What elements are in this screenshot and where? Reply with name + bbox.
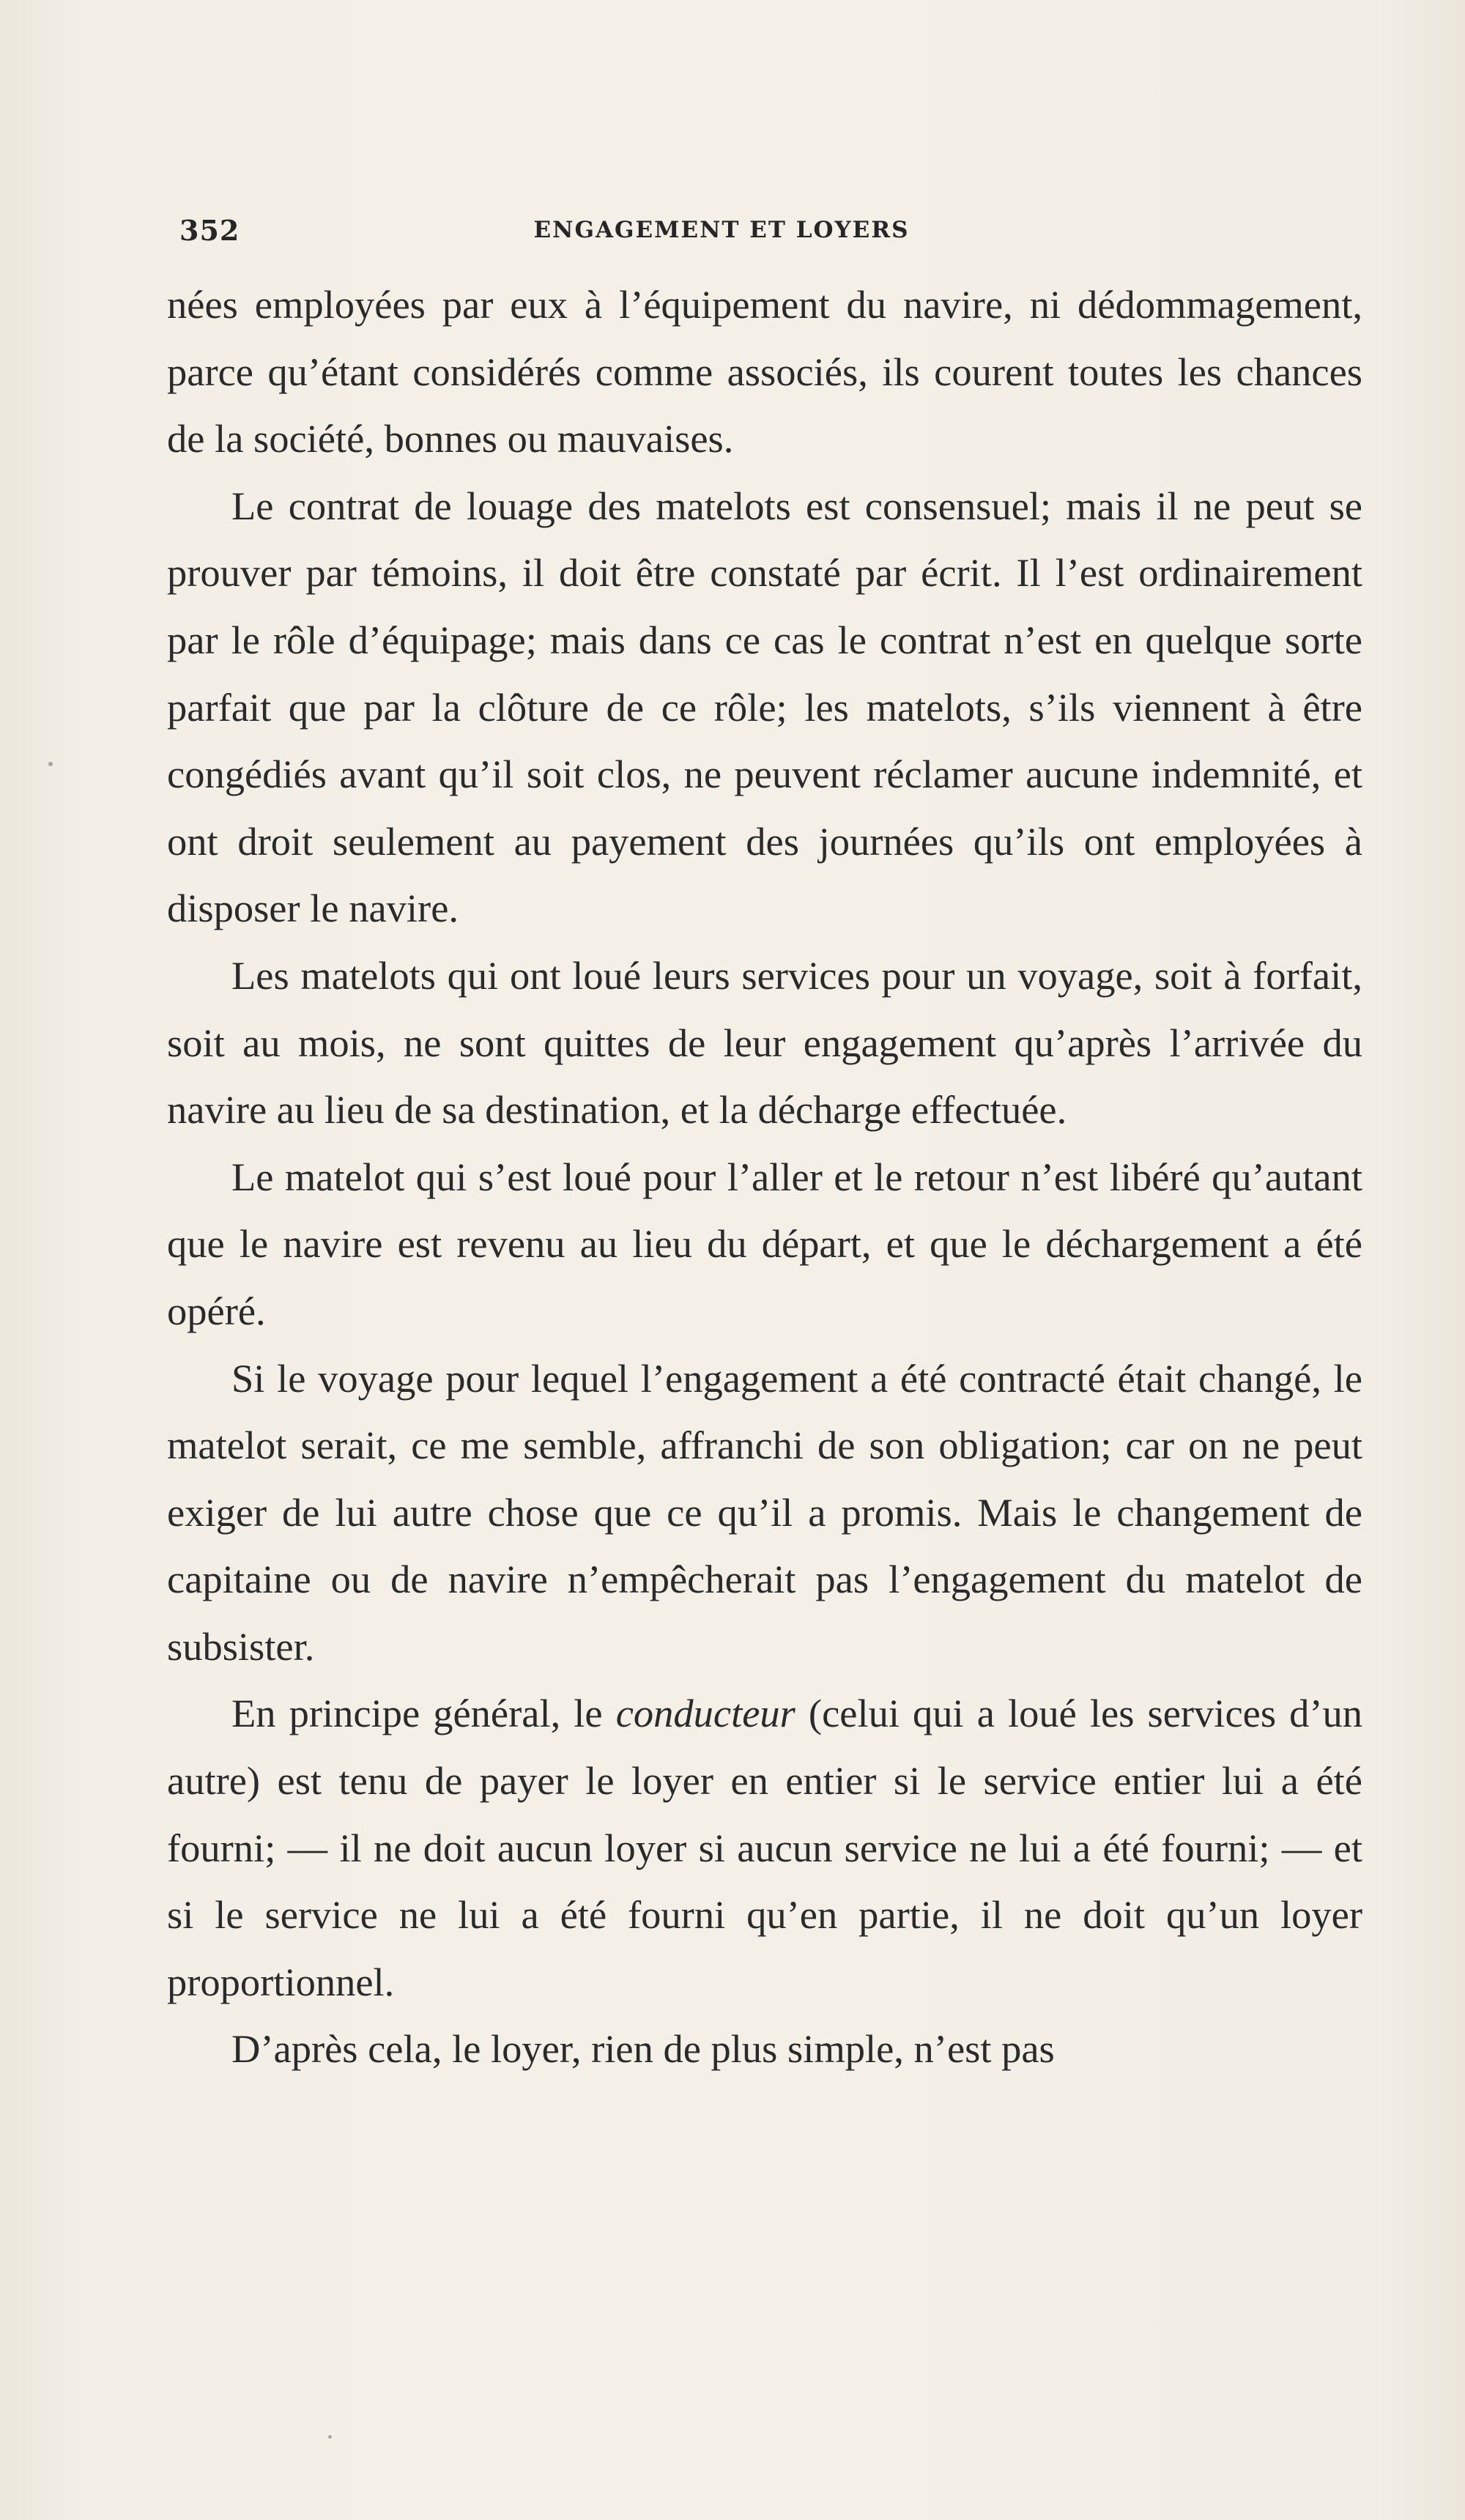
- page-header: [179, 214, 1373, 258]
- paragraph-contrat-louage: Le contrat de louage des matelots est consensuel; mais il ne peut se prouver par témoins, il doit être constaté par écrit. Il l’est ordinairement par le rôle d’équipage; mais dans ce cas le contrat n’est en quelque sorte parfait que par la clôture de ce rôle; les matelots, s’ils viennent à être congédiés avant qu’il soit clos, ne peuvent réclamer aucune indemnité, et ont droit seulement au payement des journées qu’ils ont employées à disposer le navire.: [167, 483, 1362, 931]
- paper-speck: [328, 2435, 332, 2439]
- paragraph-aller-retour: Le matelot qui s’est loué pour l’aller et le retour n’est libéré qu’autant que le navire est revenu au lieu du départ, et que le déchargement a été opéré.: [167, 1154, 1362, 1333]
- paragraph-continuation: nées employées par eux à l’équipement du navire, ni dédommagement, parce qu’étant considérés comme associés, ils courent toutes les chances de la société, bonnes ou mauvaises.: [167, 282, 1362, 462]
- paragraph-voyage-change: Si le voyage pour lequel l’engagement a été contracté était changé, le matelot serait, ce me semble, affranchi de son obligation; car on ne peut exiger de lui autre chose que ce qu’il a promis. Mais le changement de capitaine ou de navire n’empêcherait pas l’engagement du matelot de subsister.: [167, 1355, 1362, 1669]
- paper-speck: [48, 762, 53, 766]
- body-text: [167, 271, 1362, 2083]
- paragraph-matelots-voyage: Les matelots qui ont loué leurs services pour un voyage, soit à forfait, soit au mois, ne sont quittes de leur engagement qu’après l’arrivée du navire au lieu de sa destination, et la décharge effectuée.: [167, 952, 1362, 1133]
- page-number: 352: [179, 214, 240, 247]
- paragraph-principe-general: [167, 1680, 1362, 2015]
- paragraph-text-before-italic: En principe général, le: [231, 1691, 616, 1736]
- italic-term-conducteur: conducteur: [615, 1691, 795, 1736]
- paragraph-text-after-italic: (celui qui a loué les services d’un autre) est tenu de payer le loyer en entier si le service entier lui a été fourni; — il ne doit aucun loyer si aucun service ne lui a été fourni; — et si le service ne lui a été fourni qu’en partie, il ne doit qu’un loyer proportionnel.: [167, 1691, 1362, 2004]
- paragraph-apres-cela: D’après cela, le loyer, rien de plus simple, n’est pas: [231, 2026, 1055, 2072]
- running-head: ENGAGEMENT ET LOYERS: [533, 217, 910, 243]
